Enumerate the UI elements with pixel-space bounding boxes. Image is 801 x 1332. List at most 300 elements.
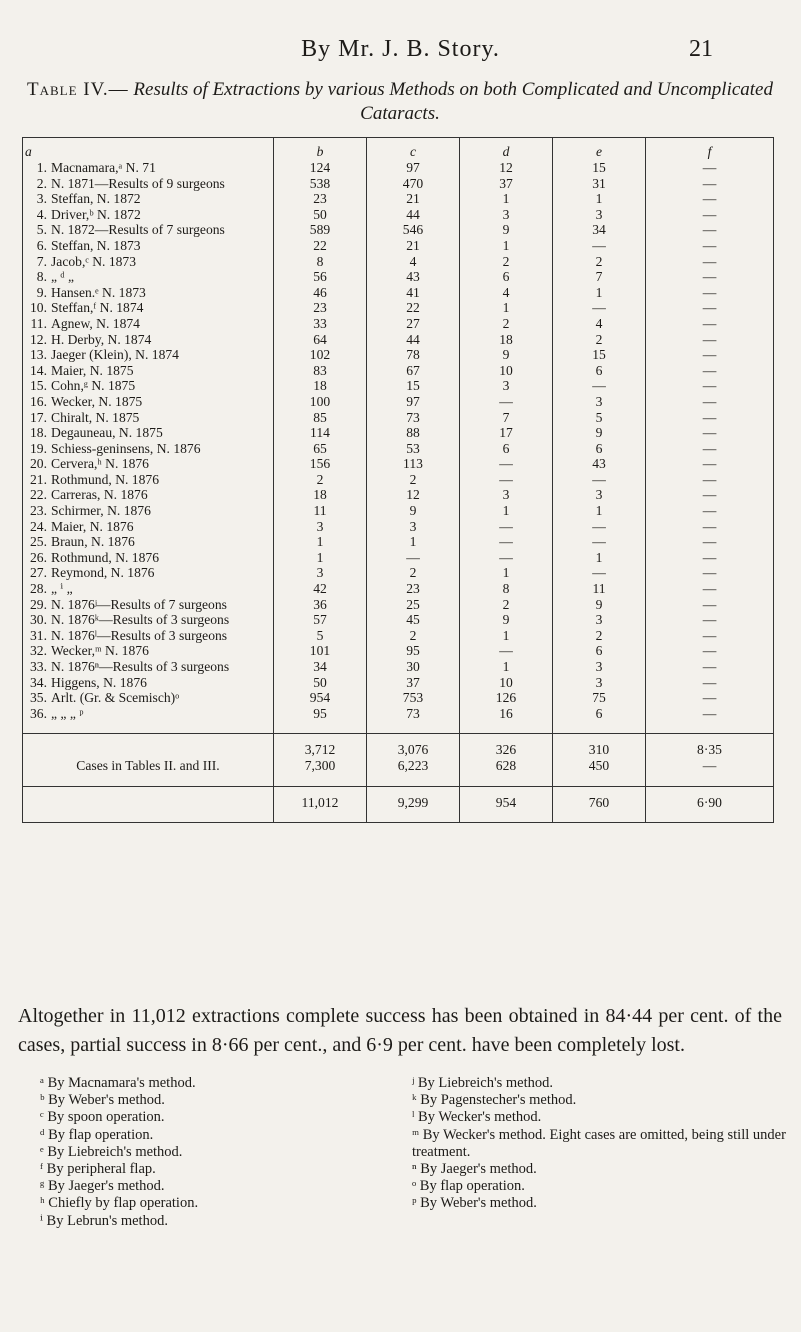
cell-b: 2 — [274, 472, 367, 488]
subtotal-e: 310 — [553, 742, 646, 758]
footnote: ᶜ By spoon operation. — [40, 1109, 165, 1126]
row-source: N. 1876ᵏ—Results of 3 surgeons — [51, 612, 230, 628]
cell-e: 15 — [553, 160, 646, 176]
cell-c: 21 — [367, 191, 460, 207]
cell-f: — — [702, 643, 717, 659]
cell-d: 37 — [460, 176, 553, 192]
table-row — [23, 207, 774, 223]
cell-c: 470 — [367, 176, 460, 192]
cell-e: 7 — [553, 269, 646, 285]
row-source: Maier, N. 1875 — [51, 362, 134, 378]
cell-d: 3 — [460, 487, 553, 503]
cell-c: 2 — [367, 628, 460, 644]
row-number: 32. — [30, 643, 47, 659]
row-number: 12. — [30, 331, 47, 347]
cell-f: — — [702, 471, 717, 487]
row-number: 2. — [36, 175, 47, 191]
table-row — [23, 597, 774, 613]
row-number: 8. — [36, 269, 47, 285]
footnote: ᵒ By flap operation. — [412, 1178, 525, 1195]
table-row — [23, 690, 774, 706]
table-row — [23, 659, 774, 675]
row-source: N. 1872—Results of 7 surgeons — [51, 222, 225, 238]
cell-d: 6 — [460, 269, 553, 285]
row-number: 28. — [30, 581, 47, 597]
cell-f: — — [702, 674, 717, 690]
cell-d: 10 — [460, 363, 553, 379]
table-row — [23, 628, 774, 644]
total-c: 9,299 — [367, 795, 460, 811]
cell-d: 10 — [460, 675, 553, 691]
row-source: Cervera,ʰ N. 1876 — [51, 456, 149, 472]
cell-c: 27 — [367, 316, 460, 332]
cell-e: 1 — [553, 285, 646, 301]
cell-e: 11 — [553, 581, 646, 597]
row-source: Jaeger (Klein), N. 1874 — [51, 347, 179, 363]
cell-c: 15 — [367, 378, 460, 394]
table-totals — [23, 721, 774, 822]
cell-b: 156 — [274, 456, 367, 472]
cell-c: 1 — [367, 534, 460, 550]
cell-f: — — [702, 300, 717, 316]
column-header-f: f — [646, 138, 774, 161]
cell-d: 7 — [460, 410, 553, 426]
footnote: ˡ By Wecker's method. — [412, 1109, 542, 1126]
summary-paragraph: Altogether in 11,012 extractions complete success has been obtained in 84·44 per cent. of the cases, partial success in 8·66 per cent., and 6·9 per cent. have been completely lost. — [18, 1005, 782, 1056]
row-source: Driver,ᵇ N. 1872 — [51, 206, 141, 222]
cell-d: 2 — [460, 316, 553, 332]
row-source: Higgens, N. 1876 — [51, 674, 147, 690]
cell-f: — — [702, 378, 717, 394]
cell-b: 3 — [274, 519, 367, 535]
table-row — [23, 534, 774, 550]
cell-c: 546 — [367, 222, 460, 238]
row-number: 1. — [36, 160, 47, 175]
row-source: Arlt. (Gr. & Scemisch)ᵒ — [51, 690, 180, 706]
cell-e: 6 — [553, 363, 646, 379]
table-row — [23, 643, 774, 659]
cell-b: 1 — [274, 550, 367, 566]
cell-f: — — [702, 627, 717, 643]
row-source: Cohn,ᵍ N. 1875 — [51, 378, 136, 394]
table-row — [23, 519, 774, 535]
cell-b: 50 — [274, 207, 367, 223]
cell-d: 4 — [460, 285, 553, 301]
cell-f: — — [702, 315, 717, 331]
cell-c: 97 — [367, 394, 460, 410]
cell-b: 50 — [274, 675, 367, 691]
cell-f: — — [702, 331, 717, 347]
cases-b: 7,300 — [274, 758, 367, 774]
footnote: ᵃ By Macnamara's method. — [40, 1075, 196, 1091]
cell-d: 2 — [460, 597, 553, 613]
cell-e: 5 — [553, 410, 646, 426]
cell-d: 18 — [460, 332, 553, 348]
cell-f: — — [702, 549, 717, 565]
cell-e: 3 — [553, 675, 646, 691]
cell-d: — — [460, 550, 553, 566]
cell-b: 83 — [274, 363, 367, 379]
subtotal-row — [23, 742, 774, 758]
table-row — [23, 160, 774, 176]
cell-c: 41 — [367, 285, 460, 301]
row-number: 6. — [36, 237, 47, 253]
cell-f: — — [702, 581, 717, 597]
cell-f: — — [702, 659, 717, 674]
cell-f: — — [702, 596, 717, 612]
cell-e: 3 — [553, 207, 646, 223]
row-number: 22. — [30, 487, 47, 503]
footnote: ᵉ By Liebreich's method. — [40, 1143, 183, 1160]
cell-b: 101 — [274, 643, 367, 659]
cell-c: 73 — [367, 706, 460, 722]
cell-e: 2 — [553, 628, 646, 644]
row-source: Carreras, N. 1876 — [51, 487, 148, 503]
row-source: „ ᵈ „ — [51, 269, 75, 285]
caption-lead: Table IV.— — [27, 79, 129, 100]
cell-c: 2 — [367, 472, 460, 488]
row-source: Maier, N. 1876 — [51, 518, 134, 534]
cell-f: — — [702, 347, 717, 363]
cell-f: — — [702, 206, 717, 222]
cell-f: — — [702, 222, 717, 238]
cell-b: 65 — [274, 441, 367, 457]
row-source: Steffan, N. 1873 — [51, 237, 141, 253]
table-row — [23, 285, 774, 301]
cell-e: 3 — [553, 612, 646, 628]
cell-e: — — [553, 378, 646, 394]
row-source: N. 1871—Results of 9 surgeons — [51, 175, 225, 191]
cell-b: 5 — [274, 628, 367, 644]
cell-c: 4 — [367, 254, 460, 270]
subtotal-d: 326 — [460, 742, 553, 758]
cell-f: — — [702, 160, 717, 175]
table-row — [23, 503, 774, 519]
cell-c: 95 — [367, 643, 460, 659]
table-header-row — [23, 138, 774, 161]
row-source: N. 1876ˡ—Results of 3 surgeons — [51, 627, 228, 643]
column-header-d: d — [460, 138, 553, 161]
cell-e: 1 — [553, 550, 646, 566]
cell-e: 1 — [553, 191, 646, 207]
cell-f: — — [702, 503, 717, 519]
cell-d: — — [460, 472, 553, 488]
row-number: 19. — [30, 440, 47, 456]
table-row — [23, 550, 774, 566]
footnote: ᵖ By Weber's method. — [412, 1195, 537, 1212]
subtotal-c: 3,076 — [367, 742, 460, 758]
cell-b: 23 — [274, 191, 367, 207]
table-row — [23, 316, 774, 332]
cell-f: — — [702, 269, 717, 285]
cell-e: 31 — [553, 176, 646, 192]
row-number: 17. — [30, 409, 47, 425]
cell-f: — — [702, 690, 717, 706]
cell-e: 4 — [553, 316, 646, 332]
cell-d: 1 — [460, 503, 553, 519]
row-number: 15. — [30, 378, 47, 394]
row-number: 18. — [30, 425, 47, 441]
cell-d: 1 — [460, 238, 553, 254]
cell-e: 43 — [553, 456, 646, 472]
cell-b: 954 — [274, 690, 367, 706]
row-source: Degauneau, N. 1875 — [51, 425, 163, 441]
caption-title: Results of Extractions by various Methods on both Complicated and Uncomplicated Cataracts. — [133, 79, 773, 124]
table-row — [23, 332, 774, 348]
row-source: „ „ „ ᵖ — [51, 705, 84, 721]
total-e: 760 — [553, 795, 646, 811]
footnote: ᵍ By Jaeger's method. — [40, 1178, 165, 1195]
row-source: N. 1876ⁿ—Results of 3 surgeons — [51, 659, 230, 674]
cell-c: 12 — [367, 487, 460, 503]
cell-b: 95 — [274, 706, 367, 722]
cell-d: — — [460, 643, 553, 659]
cell-d: 9 — [460, 612, 553, 628]
cell-e: 2 — [553, 332, 646, 348]
cell-c: 21 — [367, 238, 460, 254]
table-row — [23, 675, 774, 691]
cell-e: 3 — [553, 394, 646, 410]
row-source: Agnew, N. 1874 — [51, 315, 140, 331]
cell-e: — — [553, 238, 646, 254]
cell-b: 22 — [274, 238, 367, 254]
cell-b: 114 — [274, 425, 367, 441]
row-source: Chiralt, N. 1875 — [51, 409, 140, 425]
row-source: Jacob,ᶜ N. 1873 — [51, 253, 137, 269]
cell-d: — — [460, 394, 553, 410]
cell-e: 3 — [553, 659, 646, 675]
cell-c: 9 — [367, 503, 460, 519]
subtotal-f: 8·35 — [697, 742, 722, 758]
cell-b: 18 — [274, 378, 367, 394]
row-number: 9. — [36, 284, 47, 300]
cell-b: 46 — [274, 285, 367, 301]
cases-f: — — [702, 757, 717, 773]
cell-e: — — [553, 300, 646, 316]
cell-b: 56 — [274, 269, 367, 285]
row-number: 34. — [30, 674, 47, 690]
cases-row — [23, 758, 774, 774]
column-header-e: e — [553, 138, 646, 161]
cell-f: — — [702, 237, 717, 253]
cell-c: 44 — [367, 207, 460, 223]
row-number: 29. — [30, 596, 47, 612]
footnote: ⁱ By Lebrun's method. — [40, 1212, 168, 1229]
cell-d: 1 — [460, 191, 553, 207]
cell-d: 1 — [460, 659, 553, 675]
table-row — [23, 269, 774, 285]
total-b: 11,012 — [274, 795, 367, 811]
cell-c: 23 — [367, 581, 460, 597]
row-number: 25. — [30, 534, 47, 550]
cell-f: — — [702, 534, 717, 550]
row-source: „ ⁱ „ — [51, 581, 73, 597]
cell-e: 1 — [553, 503, 646, 519]
cell-f: — — [702, 191, 717, 207]
row-number: 24. — [30, 518, 47, 534]
cell-c: 3 — [367, 519, 460, 535]
cell-f: — — [702, 409, 717, 425]
cell-b: 124 — [274, 160, 367, 176]
row-number: 20. — [30, 456, 47, 472]
total-f: 6·90 — [697, 794, 722, 810]
row-number: 14. — [30, 362, 47, 378]
table-row — [23, 565, 774, 581]
cell-b: 57 — [274, 612, 367, 628]
row-number: 4. — [36, 206, 47, 222]
cell-f: — — [702, 175, 717, 191]
cell-f: — — [702, 284, 717, 300]
table-row — [23, 347, 774, 363]
cell-c: 73 — [367, 410, 460, 426]
table-row — [23, 176, 774, 192]
table-row — [23, 300, 774, 316]
cell-c: 22 — [367, 300, 460, 316]
table-row — [23, 472, 774, 488]
cell-d: 8 — [460, 581, 553, 597]
running-header — [0, 36, 801, 64]
row-number: 11. — [30, 315, 47, 331]
table-row — [23, 238, 774, 254]
cell-d: — — [460, 534, 553, 550]
footnotes-left-column — [40, 1075, 340, 1230]
row-number: 27. — [30, 565, 47, 581]
table-row — [23, 612, 774, 628]
cell-d: 3 — [460, 378, 553, 394]
cell-b: 8 — [274, 254, 367, 270]
cell-b: 18 — [274, 487, 367, 503]
table-row — [23, 254, 774, 270]
cell-b: 11 — [274, 503, 367, 519]
row-number: 36. — [30, 705, 47, 721]
cell-d: 3 — [460, 207, 553, 223]
column-header-b: b — [274, 138, 367, 161]
table-row — [23, 363, 774, 379]
table-row — [23, 581, 774, 597]
table-caption — [20, 78, 780, 126]
cell-f: — — [702, 253, 717, 269]
row-source: Reymond, N. 1876 — [51, 565, 155, 581]
row-number: 33. — [30, 659, 47, 674]
cell-e: 75 — [553, 690, 646, 706]
cell-f: — — [702, 425, 717, 441]
footnote: ᵇ By Weber's method. — [40, 1092, 165, 1109]
row-number: 35. — [30, 690, 47, 706]
cell-c: — — [367, 550, 460, 566]
cell-c: 37 — [367, 675, 460, 691]
cell-b: 1 — [274, 534, 367, 550]
footnote: ᵏ By Pagenstecher's method. — [412, 1092, 577, 1109]
cell-b: 538 — [274, 176, 367, 192]
column-header-a: a — [23, 138, 274, 161]
cell-c: 67 — [367, 363, 460, 379]
cell-c: 78 — [367, 347, 460, 363]
row-number: 31. — [30, 627, 47, 643]
total-row — [23, 795, 774, 811]
row-source: Rothmund, N. 1876 — [51, 549, 159, 565]
footnotes-right-column — [412, 1075, 792, 1213]
cell-b: 36 — [274, 597, 367, 613]
cell-b: 64 — [274, 332, 367, 348]
cell-e: — — [553, 472, 646, 488]
cell-e: — — [553, 565, 646, 581]
cell-d: 9 — [460, 222, 553, 238]
cell-c: 88 — [367, 425, 460, 441]
row-source: Hansen.ᵉ N. 1873 — [51, 284, 146, 300]
cell-c: 753 — [367, 690, 460, 706]
cases-c: 6,223 — [367, 758, 460, 774]
cell-d: 126 — [460, 690, 553, 706]
cell-d: 2 — [460, 254, 553, 270]
table-row — [23, 487, 774, 503]
footnote: ᶠ By peripheral flap. — [40, 1161, 156, 1178]
cell-d: 12 — [460, 160, 553, 176]
cell-b: 33 — [274, 316, 367, 332]
row-source: H. Derby, N. 1874 — [51, 331, 152, 347]
cell-f: — — [702, 612, 717, 628]
table-row — [23, 456, 774, 472]
cell-c: 113 — [367, 456, 460, 472]
row-number: 30. — [30, 612, 47, 628]
total-d: 954 — [460, 795, 553, 811]
cell-d: 1 — [460, 628, 553, 644]
row-number: 16. — [30, 393, 47, 409]
cases-label: Cases in Tables II. and III. — [23, 758, 274, 774]
cell-d: — — [460, 519, 553, 535]
cell-e: 6 — [553, 706, 646, 722]
cell-e: 9 — [553, 597, 646, 613]
table-row — [23, 425, 774, 441]
cell-f: — — [702, 518, 717, 534]
cell-b: 85 — [274, 410, 367, 426]
row-number: 3. — [36, 191, 47, 207]
cell-f: — — [702, 705, 717, 721]
footnote: ʲ By Liebreich's method. — [412, 1075, 553, 1091]
footnote: ⁿ By Jaeger's method. — [412, 1161, 537, 1178]
cell-d: 1 — [460, 565, 553, 581]
row-source: Steffan, N. 1872 — [51, 191, 141, 207]
footnote: ᵈ By flap operation. — [40, 1126, 154, 1143]
row-number: 10. — [30, 300, 47, 316]
cell-c: 44 — [367, 332, 460, 348]
cell-b: 34 — [274, 659, 367, 675]
cell-f: — — [702, 362, 717, 378]
row-source: Macnamara,ᵃ N. 71 — [51, 160, 156, 175]
cell-b: 589 — [274, 222, 367, 238]
column-header-c: c — [367, 138, 460, 161]
row-source: Braun, N. 1876 — [51, 534, 135, 550]
table-row — [23, 378, 774, 394]
cell-d: — — [460, 456, 553, 472]
table-row — [23, 441, 774, 457]
table-row — [23, 410, 774, 426]
cases-d: 628 — [460, 758, 553, 774]
row-source: Wecker,ᵐ N. 1876 — [51, 643, 149, 659]
cell-f: — — [702, 393, 717, 409]
cell-b: 100 — [274, 394, 367, 410]
row-source: Schirmer, N. 1876 — [51, 503, 151, 519]
cell-e: 15 — [553, 347, 646, 363]
cell-b: 23 — [274, 300, 367, 316]
table-row — [23, 706, 774, 722]
page-number: 21 — [689, 36, 713, 62]
cases-e: 450 — [553, 758, 646, 774]
row-source: Wecker, N. 1875 — [51, 393, 143, 409]
cell-c: 43 — [367, 269, 460, 285]
results-table — [22, 137, 774, 823]
cell-b: 102 — [274, 347, 367, 363]
cell-b: 3 — [274, 565, 367, 581]
